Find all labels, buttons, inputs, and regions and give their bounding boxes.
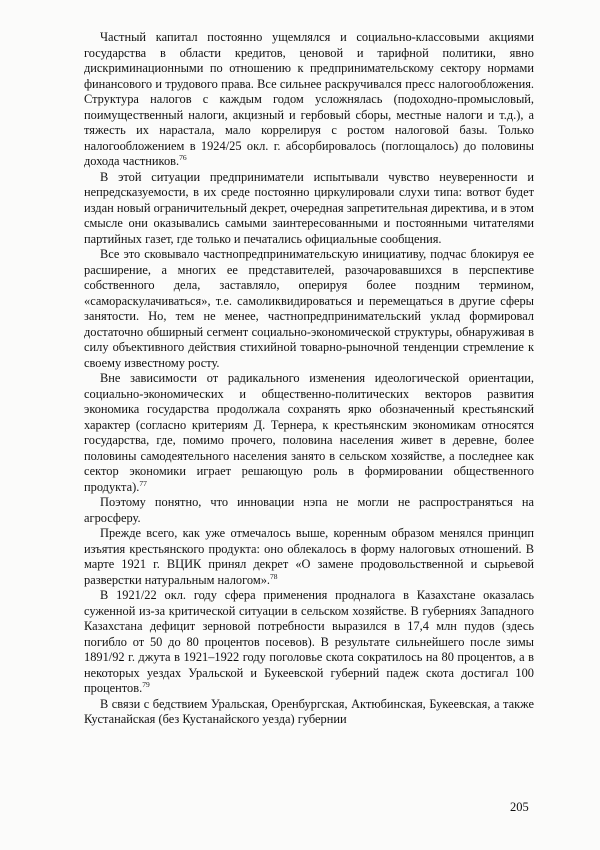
footnote-ref-78: 78: [270, 571, 278, 581]
paragraph-5: Поэтому понятно, что инновации нэпа не могли не распространяться на агросферу.: [84, 495, 534, 525]
paragraph-2: В этой ситуации предприниматели испытывали чувство неуверенности и непредсказуемости, в их среде постоянно циркулировали слухи типа: вотвот будет издан новый ограничительный декрет, очередная запретительная директива, и в этом смысле они оказывались самыми заинтересованными и постоянными читателями партийных газет, где только и печатались официальные сообщения.: [84, 169, 534, 246]
footnote-ref-77: 77: [139, 478, 147, 488]
footnote-ref-79: 79: [142, 679, 150, 689]
paragraph-3: Все это сковывало частнопредпринимательскую инициативу, подчас блокируя ее расширение, а многих ее представителей, разочаровавшихся в перспективе собственного дела, заставляло, оперируя более поздним термином, «самораскулачиваться», т.е. самоликвидироваться и перемещаться в другие сферы занятости. Но, тем не менее, частнопредпринимательский уклад формировал достаточно обширный сегмент социально-экономической структуры, обнаруживая в силу объективного действия стихийной товарно-рыночной тенденции стремление к своему известному росту.: [84, 247, 534, 370]
page-number: 205: [510, 800, 529, 814]
body-text: [84, 30, 534, 728]
footnote-ref-76: 76: [179, 152, 187, 162]
paragraph-1: Частный капитал постоянно ущемлялся и социально-классовыми акциями государства в области кредитов, ценовой и тарифной политики, явно дискриминационными по отношению к предпринимательскому сектору нормами финансового и трудового права. Все сильнее раскручивался пресс налогообложения. Структура налогов с каждым годом усложнялась (подоходно-промысловый, поимущественный налоги, акцизный и гербовый сборы, местные налоги и т.д.), а тяжесть их нарастала, мало коррелируя с ростом налоговой базы. Только налогообложением в 1924/25 окл. г. абсорбировалось (поглощалось) до половины дохода частников.$^{76}$: [84, 30, 534, 168]
paragraph-6: Прежде всего, как уже отмечалось выше, коренным образом менялся принцип изъятия крестьянского продукта: оно облекалось в форму налоговых отношений. В марте 1921 г. ВЦИК принял декрет «О замене продовольственной и сырьевой разверстки натуральным налогом».$^{78}$: [84, 526, 534, 587]
paragraph-7: В 1921/22 окл. году сфера применения продналога в Казахстане оказалась суженной из-за критической ситуации в сельском хозяйстве. В губерниях Западного Казахстана дефицит зерновой потребности выразился в 17,4 млн пудов (здесь погибло от 50 до 80 процентов посевов). В результате сильнейшего после зимы 1891/92 г. джута в 1921–1922 году поголовье скота сократилось на 80 процентов, а в некоторых уездах Уральской и Букеевской губерний падеж скота достигал 100 процентов.$^{79}$: [84, 588, 534, 695]
paragraph-8: В связи с бедствием Уральская, Оренбургская, Актюбинская, Букеевская, а также Кустанайская (без Кустанайского уезда) губернии: [84, 696, 534, 726]
paragraph-4: Вне зависимости от радикального изменения идеологической ориентации, социально-экономических и общественно-политических векторов развития экономика государства продолжала сохранять ярко обозначенный крестьянский характер (согласно критериям Д. Тернера, к крестьянским экономикам относятся государства, где, помимо прочего, половина населения живет в деревне, более половины самодеятельного населения занято в сельском хозяйстве, а последнее как сектор экономики играет решающую роль в формировании общественного продукта).$^{77}$: [84, 371, 534, 494]
